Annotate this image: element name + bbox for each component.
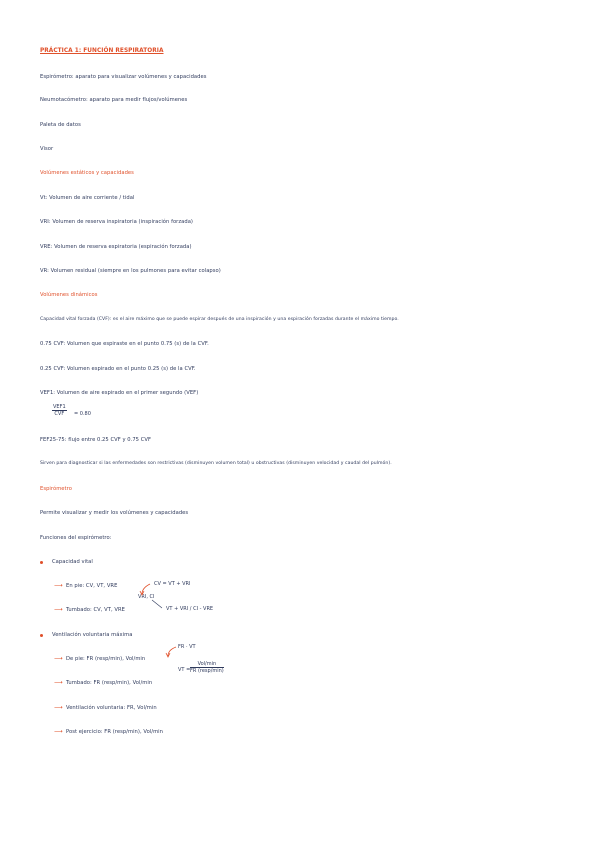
formula-note: VT + VRI / CI - VRE <box>166 606 214 612</box>
text-line: Visor <box>40 146 54 152</box>
text-line: Neumotacómetro: aparato para medir flujos/volúmenes <box>40 97 188 103</box>
fraction-numerator: Vol/min <box>190 661 224 668</box>
list-subitem: De pie: FR (resp/min), Vol/min <box>66 656 146 662</box>
arrow-right-icon: ⟶ <box>54 704 63 711</box>
section-heading: Espirómetro <box>40 486 72 492</box>
text-line: VRI: Volumen de reserva inspiratoria (inspiración forzada) <box>40 219 193 225</box>
text-line: VR: Volumen residual (siempre en los pulmones para evitar colapso) <box>40 268 221 274</box>
text-line: Sirven para diagnosticar si las enfermedades son restrictivas (disminuyen volumen total) u obstructivas (disminuyen velocidad y caudal del pulmón). <box>40 461 392 466</box>
list-subitem: En pie: CV, VT, VRE <box>66 583 118 589</box>
arrow-right-icon: ⟶ <box>54 655 63 662</box>
arrow-right-icon: ⟶ <box>54 679 63 686</box>
arrow-right-icon: ⟶ <box>54 606 63 613</box>
arrow-right-icon: ⟶ <box>54 728 63 735</box>
formula-note: FR · VT <box>178 644 196 650</box>
formula-note: CV = VT + VRI <box>154 581 191 587</box>
text-line: Espirómetro: aparato para visualizar volúmenes y capacidades <box>40 74 207 80</box>
section-heading: Volúmenes estáticos y capacidades <box>40 170 134 176</box>
text-line: 0.75 CVF: Volumen que espiraste en el punto 0.75 (s) de la CVF. <box>40 341 209 347</box>
text-line: Paleta de datos <box>40 122 81 128</box>
text-line: Funciones del espirómetro: <box>40 535 112 541</box>
arrow-right-icon: ⟶ <box>54 582 63 589</box>
text-line: FEF25-75: flujo entre 0.25 CVF y 0.75 CVF <box>40 437 152 443</box>
list-subitem: Post ejercicio: FR (resp/min), Vol/min <box>66 729 164 735</box>
text-line: VRE: Volumen de reserva espiratoria (espiración forzada) <box>40 244 192 250</box>
formula-note: VRI, CI <box>138 594 155 600</box>
list-subitem: Tumbado: FR (resp/min), Vol/min <box>66 680 153 686</box>
connector-line <box>152 600 162 608</box>
text-line: Permite visualizar y medir los volúmenes y capacidades <box>40 510 189 516</box>
list-subitem: Tumbado: CV, VT, VRE <box>66 607 125 613</box>
formula-prefix: VT = <box>178 667 191 673</box>
list-item: Ventilación voluntaria máxima <box>52 632 133 638</box>
fraction-numerator: VEF1 <box>53 404 66 410</box>
text-line: 0.25 CVF: Volumen espirado en el punto 0.25 (s) de la CVF. <box>40 366 196 372</box>
page-title: PRÁCTICA 1: FUNCIÓN RESPIRATORIA <box>40 48 164 54</box>
list-item: Capacidad vital <box>52 559 93 565</box>
text-line: Vt: Volumen de aire corriente / tidal <box>40 195 135 201</box>
fraction-denominator: CVF <box>54 411 65 417</box>
text-line: VEF1: Volumen de aire espirado en el primer segundo (VEF) <box>40 390 199 396</box>
fraction-value: = 0.80 <box>74 411 91 417</box>
list-subitem: Ventilación voluntaria: FR, Vol/min <box>66 705 157 711</box>
section-heading: Volúmenes dinámicos <box>40 292 98 298</box>
fraction-denominator: FR (resp/min) <box>190 668 224 674</box>
text-line: Capacidad vital forzada (CVF): es el aire máximo que se puede espirar después de una inspiración y una espiración forzadas durante el máximo tiempo. <box>40 317 399 322</box>
